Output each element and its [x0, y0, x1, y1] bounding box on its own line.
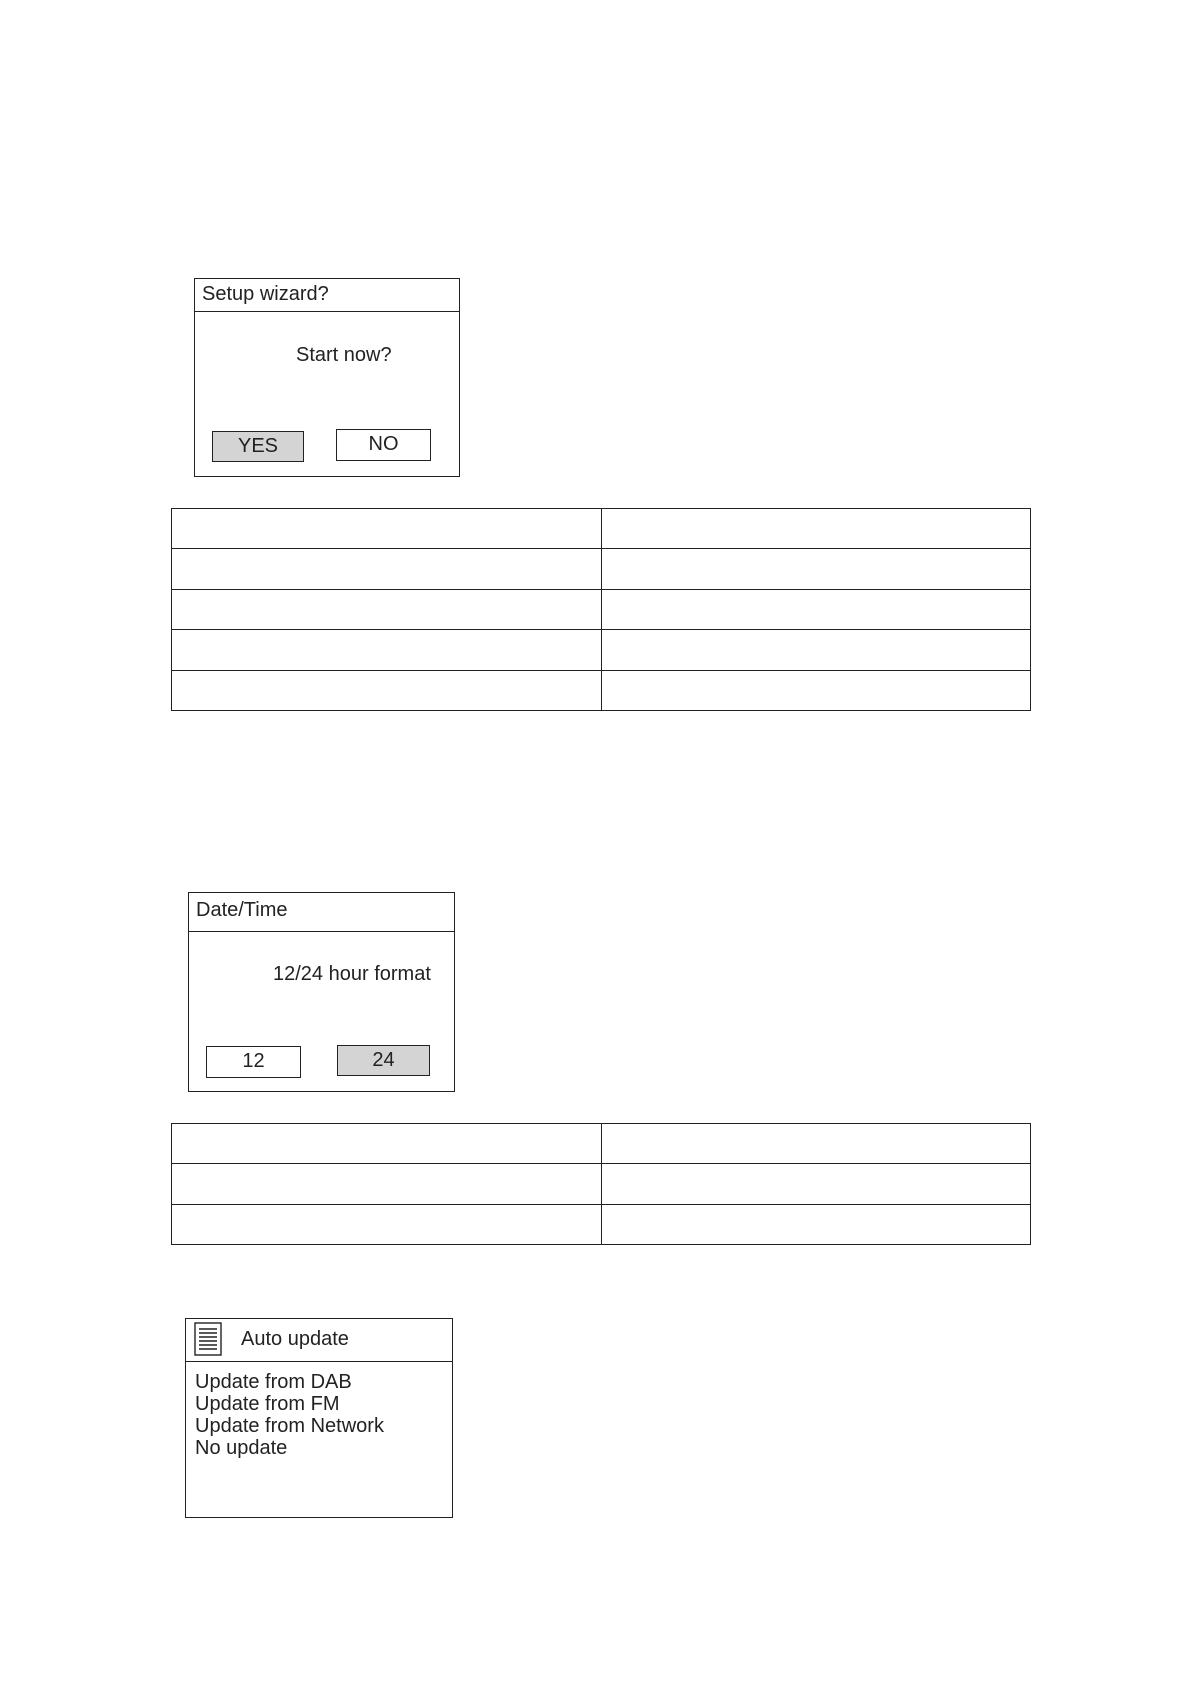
table-cell	[601, 1124, 1031, 1164]
table-row	[172, 589, 1031, 629]
table-cell	[172, 1124, 602, 1164]
no-button[interactable]: NO	[336, 429, 431, 461]
table-cell	[601, 1164, 1031, 1204]
format-12-button[interactable]: 12	[206, 1046, 301, 1078]
auto-update-menu	[195, 1371, 384, 1459]
date-time-screen	[188, 892, 455, 1092]
table-cell	[172, 670, 602, 710]
date-time-options-table	[171, 1123, 1031, 1245]
table-cell	[172, 509, 602, 549]
table-row	[172, 1164, 1031, 1204]
date-time-title: Date/Time	[196, 899, 288, 921]
yes-button[interactable]: YES	[212, 431, 304, 462]
menu-item-update-from-network[interactable]: Update from Network	[195, 1415, 384, 1437]
table-row	[172, 509, 1031, 549]
table-cell	[172, 1204, 602, 1244]
table-cell	[601, 670, 1031, 710]
auto-update-header	[186, 1319, 452, 1362]
table-cell	[172, 1164, 602, 1204]
date-time-message: 12/24 hour format	[273, 963, 431, 985]
setup-wizard-title: Setup wizard?	[202, 283, 329, 305]
setup-options-table	[171, 508, 1031, 711]
table-cell	[172, 589, 602, 629]
menu-item-no-update[interactable]: No update	[195, 1437, 288, 1459]
table-cell	[601, 589, 1031, 629]
table-cell	[172, 630, 602, 670]
setup-wizard-screen	[194, 278, 460, 477]
table-cell	[601, 509, 1031, 549]
auto-update-screen	[185, 1318, 453, 1518]
table-cell	[172, 549, 602, 589]
table-cell	[601, 630, 1031, 670]
auto-update-title: Auto update	[241, 1328, 349, 1350]
table-cell	[601, 549, 1031, 589]
list-menu-icon	[194, 1322, 222, 1370]
date-time-header	[189, 893, 454, 932]
table-row	[172, 630, 1031, 670]
format-24-button[interactable]: 24	[337, 1045, 430, 1076]
setup-wizard-header	[195, 279, 459, 312]
table-row	[172, 1204, 1031, 1244]
table-row	[172, 549, 1031, 589]
setup-wizard-message: Start now?	[296, 344, 392, 366]
table-cell	[601, 1204, 1031, 1244]
menu-item-update-from-fm[interactable]: Update from FM	[195, 1393, 340, 1415]
table-row	[172, 670, 1031, 710]
menu-item-update-from-dab[interactable]: Update from DAB	[195, 1371, 352, 1393]
table-row	[172, 1124, 1031, 1164]
